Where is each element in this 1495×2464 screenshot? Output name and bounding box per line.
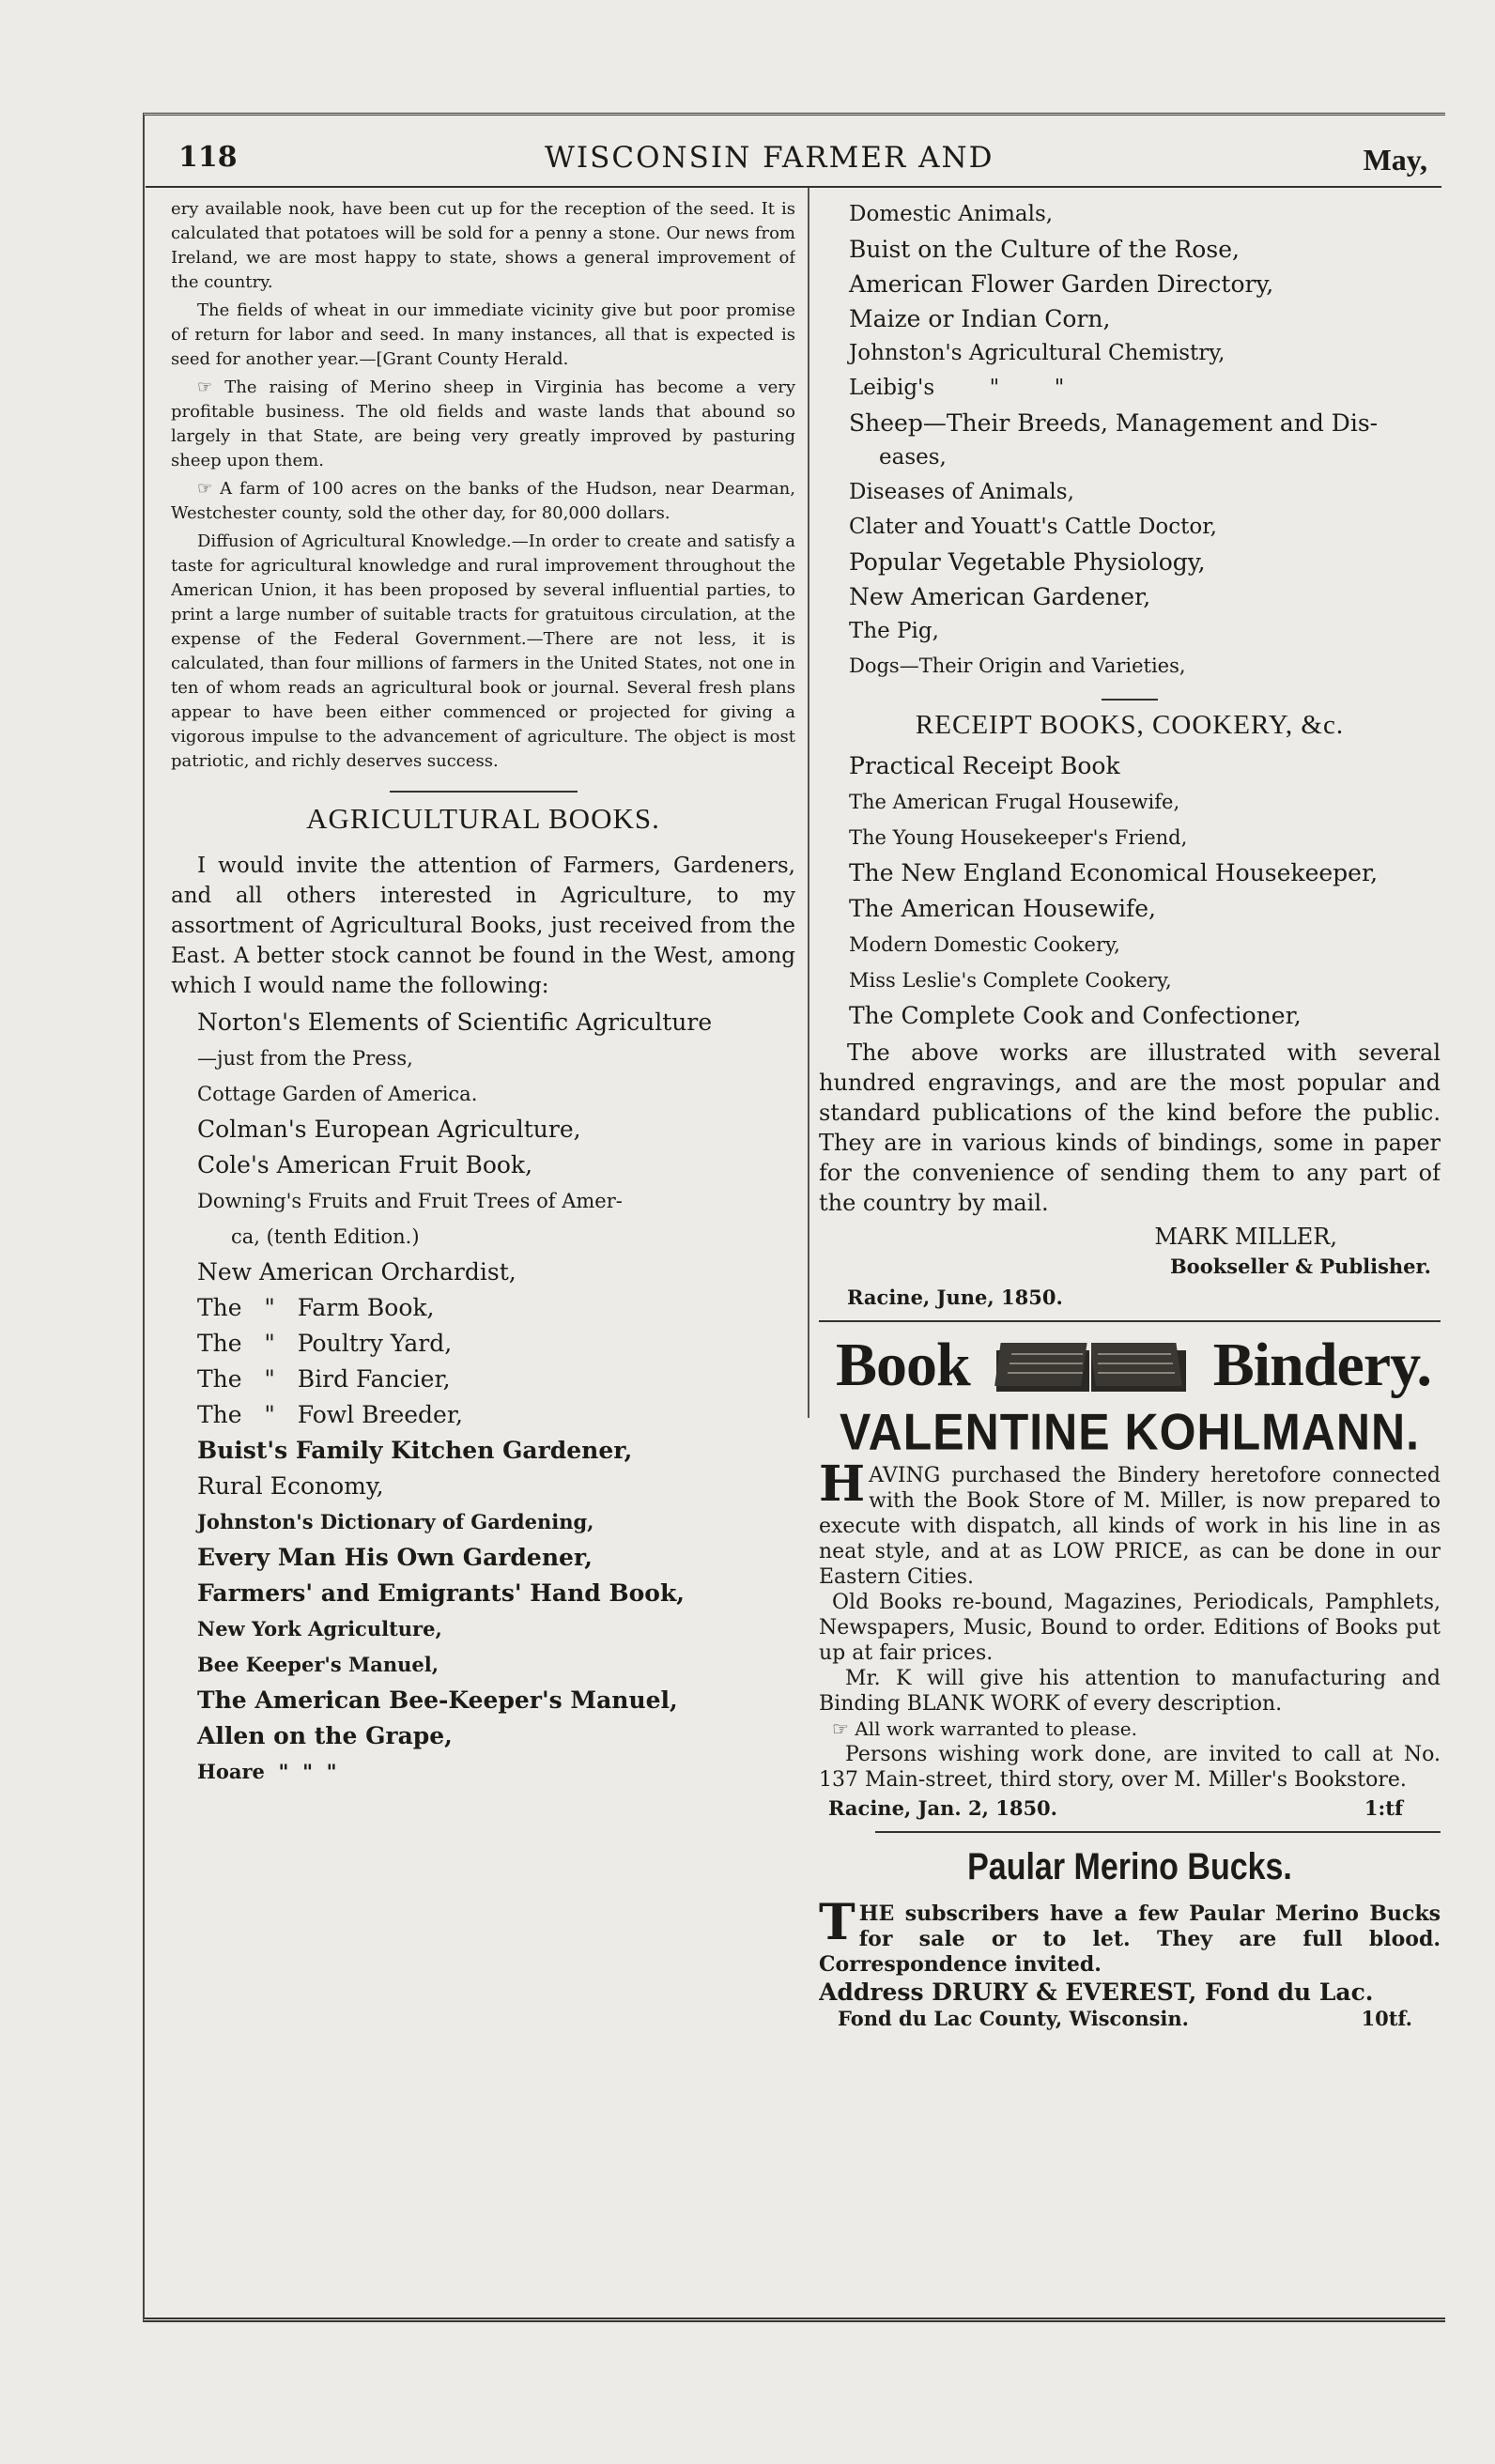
list-item: Rural Economy,	[197, 1472, 384, 1500]
list-item: New American Orchardist,	[197, 1258, 516, 1286]
drop-cap: T	[819, 1894, 855, 1951]
ad-body	[819, 1455, 1441, 1590]
list-item: Sheep—Their Breeds, Management and Dis-	[849, 409, 1379, 437]
list-item: Modern Domestic Cookery,	[849, 933, 1120, 956]
list-item: The American Housewife,	[849, 895, 1156, 922]
list-item: Hoare " " "	[197, 1760, 337, 1783]
section-rule	[390, 791, 578, 793]
list-item: Practical Receipt Book	[849, 752, 1120, 779]
list-item: The Complete Cook and Confectioner,	[849, 1002, 1302, 1029]
ad-paragraph: ☞ All work warranted to please.	[832, 1717, 1137, 1740]
news-paragraph: ery available nook, have been cut up for the reception of the seed. It is calculated that potatoes will be sold for a penny a stone. Our news from Ireland, we are most happy to state, shows a general improvement of the country.	[171, 199, 795, 292]
news-paragraph: ☞ A farm of 100 acres on the banks of the Hudson, near Dearman, Westchester county, sold the other day, for 80,000 dollars.	[171, 479, 795, 523]
news-paragraph: ☞ The raising of Merino sheep in Virginia has become a very profitable business. The old fields and waste lands that abound so largely in that State, are being very greatly improved by pasturing sheep upon them.	[171, 377, 795, 470]
ad-code: 10tf.	[1361, 2007, 1412, 2030]
list-item: ca, (tenth Edition.)	[231, 1225, 420, 1248]
books-intro: I would invite the attention of Farmers, Gardeners, and all others interested in Agriculture, to my assortment of Agricultural Books, just received from the East. A better stock cannot be found in the West, among which I would name the following:	[171, 854, 795, 998]
right-column	[819, 197, 1441, 2030]
closing-paragraph: The above works are illustrated with several hundred engravings, and are the most popular and standard publications of the kind before the public. They are in various kinds of bindings, some in paper for the convenience of sending them to any part of the country by mail.	[819, 1040, 1441, 1216]
signature-title: Bookseller & Publisher.	[1169, 1255, 1431, 1278]
running-title: WISCONSIN FARMER AND	[545, 141, 994, 175]
ad-date: Racine, Jan. 2, 1850.	[828, 1796, 1057, 1820]
ad-footer	[819, 1793, 1441, 1820]
list-item: Downing's Fruits and Fruit Trees of Amer-	[197, 1190, 623, 1212]
list-item: The " Poultry Yard,	[197, 1330, 453, 1357]
ad-body	[819, 1894, 1441, 1978]
list-item: Buist on the Culture of the Rose,	[849, 236, 1240, 263]
list-item: The American Bee-Keeper's Manuel,	[197, 1686, 678, 1714]
ad-footer	[819, 2005, 1441, 2030]
list-item: Maize or Indian Corn,	[849, 305, 1111, 332]
news-paragraph: The fields of wheat in our immediate vicinity give but poor promise of return for labor and seed. In many instances, all that is expected is seed for another year.—[Grant County Herald.	[171, 300, 795, 369]
advertiser-name: VALENTINE KOHLMANN.	[839, 1403, 1421, 1461]
book-list	[171, 1005, 795, 1790]
list-item: Bee Keeper's Manuel,	[197, 1653, 439, 1676]
list-item: Colman's European Agriculture,	[197, 1116, 581, 1143]
ad-paragraph: Persons wishing work done, are invited to call at No. 137 Main-street, third story, over M. Miller's Bookstore.	[819, 1743, 1441, 1792]
bindery-advertisement	[819, 1330, 1441, 1820]
merino-advertisement	[819, 1846, 1441, 2030]
list-item: Allen on the Grape,	[197, 1722, 453, 1749]
list-item: New American Gardener,	[849, 583, 1151, 610]
section-title: RECEIPT BOOKS, COOKERY, &c.	[915, 710, 1345, 740]
list-item: The New England Economical Housekeeper,	[849, 859, 1379, 886]
signature: MARK MILLER,	[1154, 1224, 1337, 1250]
list-item: Miss Leslie's Complete Cookery,	[849, 969, 1172, 992]
list-item: The " Bird Fancier,	[197, 1365, 451, 1393]
list-item: The Pig,	[849, 619, 939, 643]
drop-cap: H	[819, 1455, 866, 1513]
list-item: The Young Housekeeper's Friend,	[849, 826, 1188, 849]
book-list-continued	[819, 197, 1441, 684]
ad-location: Fond du Lac County, Wisconsin.	[838, 2007, 1189, 2030]
list-item: Every Man His Own Gardener,	[197, 1544, 593, 1571]
ad-rule	[819, 1320, 1441, 1322]
ad-code: 1:tf	[1364, 1796, 1403, 1820]
list-item: Popular Vegetable Physiology,	[849, 548, 1206, 576]
list-item: The " Farm Book,	[197, 1294, 435, 1321]
header-rule	[146, 186, 1441, 188]
ad-paragraph: HE subscribers have a few Paular Merino Bucks for sale or to let. They are full blood. Correspondence invited.	[819, 1902, 1441, 1977]
bindery-headline	[819, 1330, 1441, 1401]
headline-word: Bindery.	[1212, 1331, 1431, 1399]
list-item: Johnston's Agricultural Chemistry,	[849, 341, 1225, 365]
list-item: Farmers' and Emigrants' Hand Book,	[197, 1579, 685, 1607]
list-item: Buist's Family Kitchen Gardener,	[197, 1437, 633, 1464]
list-item: Leibig's " "	[849, 376, 1065, 400]
left-column	[171, 197, 795, 1790]
ad-paragraph: Mr. K will give his attention to manufacturing and Binding BLANK WORK of every description.	[819, 1667, 1441, 1716]
issue-month: May,	[1363, 143, 1427, 177]
list-item: —just from the Press,	[197, 1047, 413, 1070]
column-separator	[808, 188, 809, 1418]
news-paragraph: Diffusion of Agricultural Knowledge.—In order to create and satisfy a taste for agricultural knowledge and rural improvement throughout the American Union, it has been proposed by several influential parties, to print a large number of suitable tracts for gratuitous circulation, at the expense of the Federal Government.—There are not less, it is calculated, than four millions of farmers in the United States, not one in ten of whom reads an agricultural book or journal. Several fresh plans appear to have been either commenced or projected for giving a vigorous impulse to the advancement of agriculture. The object is most patriotic, and richly deserves success.	[171, 531, 795, 771]
book-icon	[993, 1333, 1190, 1397]
headline-word: Book	[836, 1331, 970, 1399]
list-item: New York Agriculture,	[197, 1617, 442, 1640]
list-item: Cottage Garden of America.	[197, 1083, 478, 1105]
list-item: Diseases of Animals,	[849, 480, 1074, 504]
page-number: 118	[178, 141, 238, 174]
list-item: Dogs—Their Origin and Varieties,	[849, 654, 1186, 677]
list-item: Johnston's Dictionary of Gardening,	[197, 1510, 594, 1533]
list-item: The American Frugal Housewife,	[849, 791, 1180, 813]
ad-title: Paular Merino Bucks.	[967, 1846, 1292, 1887]
ad-paragraph: Old Books re-bound, Magazines, Periodicals, Pamphlets, Newspapers, Music, Bound to order. Editions of Books put up at fair prices.	[819, 1591, 1441, 1665]
list-item: Clater and Youatt's Cattle Doctor,	[849, 515, 1217, 539]
list-item: American Flower Garden Directory,	[849, 270, 1274, 298]
list-item: eases,	[879, 445, 947, 470]
ad-paragraph: AVING purchased the Bindery heretofore connected with the Book Store of M. Miller, is now prepared to execute with dispatch, all kinds of work in his line in as neat style, and at as LOW PRICE, as can be done in our Eastern Cities.	[819, 1464, 1441, 1589]
list-item: The " Fowl Breeder,	[197, 1401, 463, 1428]
list-item: Domestic Animals,	[849, 202, 1054, 226]
page-header	[178, 141, 1427, 188]
ad-address: Address DRURY & EVEREST, Fond du Lac.	[819, 1979, 1374, 2006]
dateline: Racine, June, 1850.	[847, 1286, 1063, 1309]
ad-rule	[875, 1831, 1441, 1833]
list-item: Cole's American Fruit Book,	[197, 1151, 533, 1178]
section-rule	[1102, 699, 1158, 701]
list-item: Norton's Elements of Scientific Agriculture	[197, 1009, 713, 1036]
receipt-book-list	[819, 748, 1441, 1034]
section-title: AGRICULTURAL BOOKS.	[306, 802, 660, 835]
